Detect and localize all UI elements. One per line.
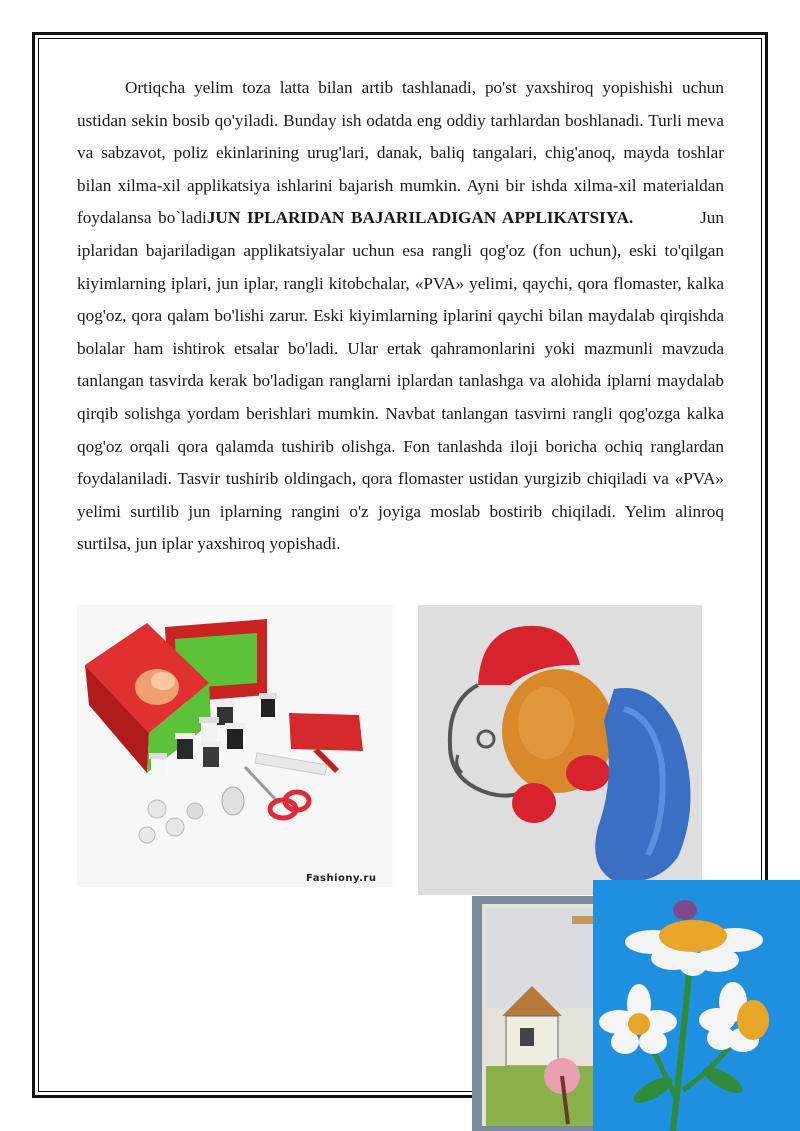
paragraph-part-1: Ortiqcha yelim toza latta bilan artib tashlanadi, po'st yaxshiroq yopishishi uchun ustidan sekin bosib qo'yiladi. Bunday ish odatda eng oddiy tarhlardan boshlanadi. Turli meva va sabzavot, poliz ekinlarining urug'lari, danak, baliq tangalari, chig'anoq, mayda toshlar bilan xilma-xil applikatsiya ishlarini bajarish mumkin. Ayni bir ishda xilma-xil materialdan foydalansa bo`ladi [77, 78, 724, 228]
paragraph-part-2: Jun iplaridan bajariladigan applikatsiyalar uchun esa rangli qog'oz (fon uchun), eski to'qilgan kiyimlarning iplari, jun iplar, rangli kitobchalar, «PVA» yelimi, qaychi, qora flomaster, kalka qog'oz, qora qalam bo'lishi zarur. Eski kiyimlarning iplarini qaychi bilan maydalab qirqishda bolalar ham ishtirok etsalar bo'ladi. Ular ertak qahramonlarini yoki mazmunli mavzuda tanlangan tasvirda kerak bo'ladigan ranglarni iplardan tanlashga va alohida iplarni maydalab qirqib solishga yordam berishlari mumkin. Navbat tanlangan tasvirni rangli qog'ozga kalka qog'oz orqali qora qalamda tushirib olishga. Fon tanlashda iloji boricha ochiq ranglardan foydalaniladi. Tasvir tushirib oldingach, qora flomaster ustidan yurgizib chiqiladi va «PVA» yelimi surtilib jun iplarning rangini o'z joyiga moslab bostirib chiqiladi. Yelim alinroq surtilsa, jun iplar yaxshiroq yopishadi. [77, 208, 724, 554]
yarn-fish-photo [418, 605, 702, 895]
body-paragraph [77, 72, 724, 561]
village-yarn-photo [472, 896, 602, 1131]
daisy-yarn-photo [593, 880, 800, 1131]
sewing-kit-watermark: Fashiony.ru [306, 873, 377, 884]
sewing-kit-photo [77, 605, 393, 887]
section-heading: JUN IPLARIDAN BAJARILADIGAN APPLIKATSIYA. [206, 208, 634, 228]
